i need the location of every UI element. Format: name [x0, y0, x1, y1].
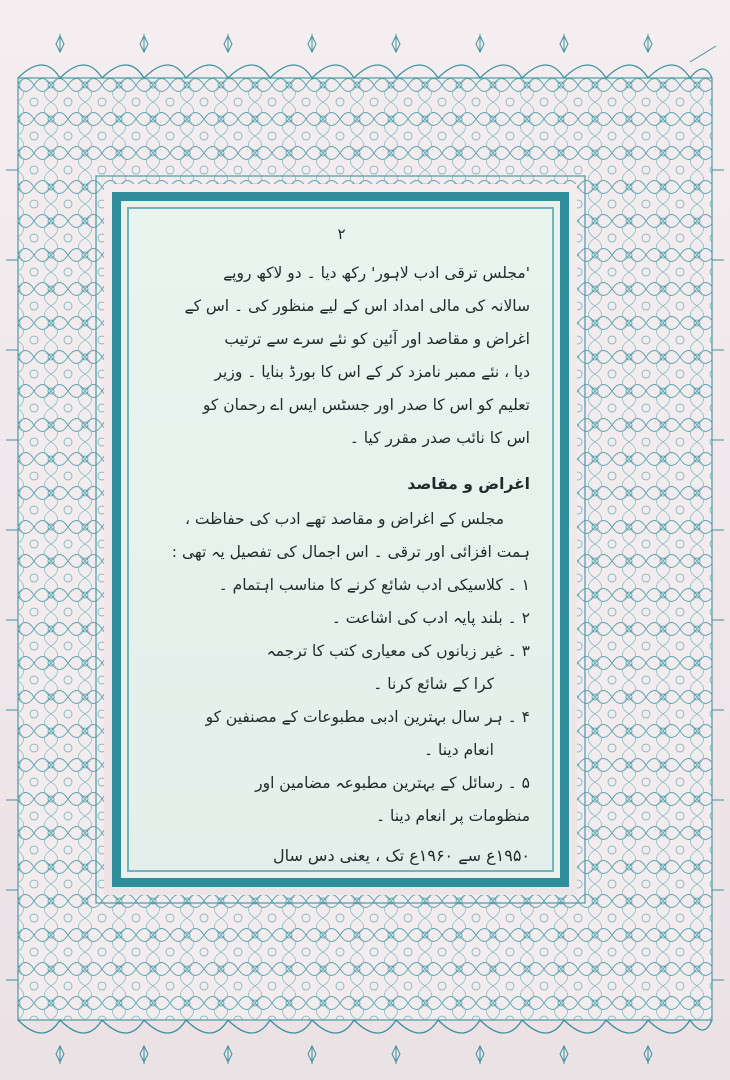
intro-line: دیا ، نئے ممبر نامزد کر کے اس کا بورڈ بنایا ۔ وزیر: [214, 363, 530, 381]
list-item-line: منظومات پر انعام دینا ۔: [375, 807, 530, 825]
section-heading: اغراض و مقاصد: [407, 475, 530, 493]
paragraph-line: ہمت افزائی اور ترقی ۔ اس اجمال کی تفصیل یہ تھی :: [171, 543, 530, 561]
list-item-line: ۲ ۔ بلند پایہ ادب کی اشاعت ۔: [331, 609, 530, 627]
list-item: [153, 635, 530, 701]
intro-paragraph: [153, 257, 530, 455]
page-number: ۲: [337, 225, 346, 243]
list-item-line: ۵ ۔ رسائل کے بہترین مطبوعہ مضامین اور: [255, 774, 530, 792]
list-item: [153, 767, 530, 833]
closing-line: ۱۹۵۰ع سے ۱۹۶۰ع تک ، یعنی دس سال: [272, 846, 530, 865]
page-content: [153, 225, 530, 865]
intro-line: تعلیم کو اس کا صدر اور جسٹس ایس اے رحمان کو: [202, 396, 530, 414]
text-panel-inner-border: [127, 207, 554, 872]
list-item-line: ۱ ۔ کلاسیکی ادب شائع کرنے کا مناسب اہتمام ۔: [218, 576, 530, 594]
list-item-line: کرا کے شائع کرنا ۔: [373, 675, 494, 693]
intro-line: سالانہ کی مالی امداد اس کے لیے منظور کی ۔ اس کے: [184, 297, 530, 315]
intro-line: اس کا نائب صدر مقرر کیا ۔: [349, 429, 530, 447]
list-item-line: انعام دینا ۔: [424, 741, 494, 759]
intro-line: اغراض و مقاصد اور آئین کو نئے سرے سے ترتیب: [224, 330, 530, 348]
paragraph-line: مجلس کے اغراض و مقاصد تھے ادب کی حفاظت ،: [184, 510, 504, 528]
intro-line: 'مجلس ترقی ادب لاہور' رکھ دیا ۔ دو لاکھ روپے: [223, 264, 530, 282]
text-panel: [112, 192, 569, 887]
objectives-list: [153, 569, 530, 833]
list-item: [153, 569, 530, 602]
list-item: [153, 602, 530, 635]
list-item-line: ۴ ۔ ہر سال بہترین ادبی مطبوعات کے مصنفین کو: [205, 708, 530, 726]
objectives-paragraph: [153, 503, 530, 569]
list-item-line: ۳ ۔ غیر زبانوں کی معیاری کتب کا ترجمہ: [266, 642, 530, 660]
list-item: [153, 701, 530, 767]
